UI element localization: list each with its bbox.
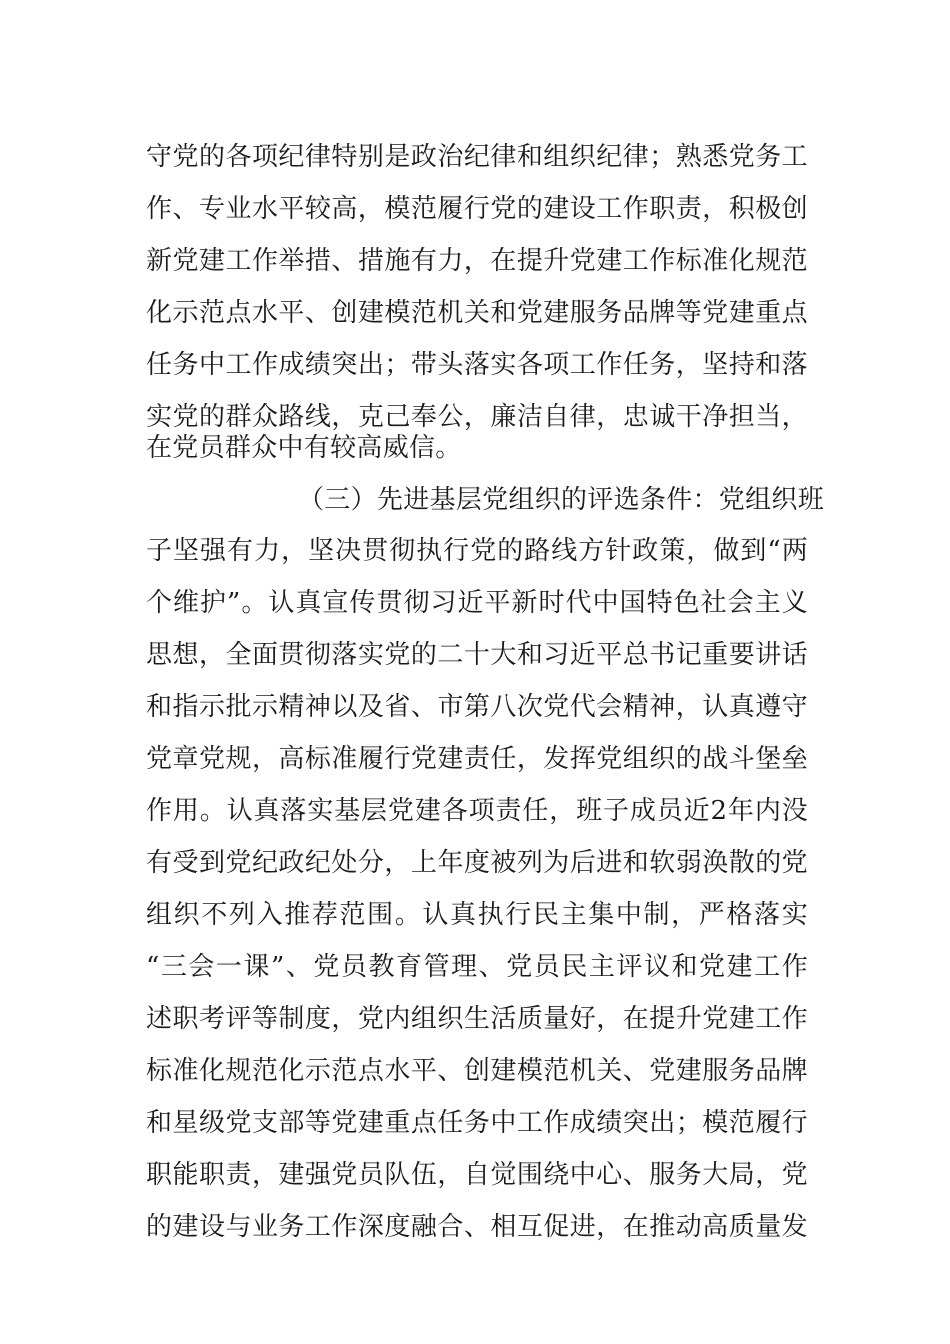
text-line: 作、专业水平较高，模范履行党的建设工作职责，积极创: [146, 194, 808, 224]
text-line: 党章党规，高标准履行党建责任，发挥党组织的战斗堡垒: [146, 744, 808, 774]
text-line: 守党的各项纪律特别是政治纪律和组织纪律；熟悉党务工: [146, 142, 808, 172]
text-line: 在党员群众中有较高威信。: [146, 433, 462, 463]
section-heading-line: （三）先进基层党组织的评选条件：党组织班: [298, 485, 825, 515]
text-line: 子坚强有力，坚决贯彻执行党的路线方针政策，做到“两: [146, 536, 808, 566]
text-line: 作用。认真落实基层党建各项责任，班子成员近2年内没: [146, 796, 808, 826]
text-line: 述职考评等制度，党内组织生活质量好，在提升党建工作: [146, 1004, 808, 1034]
text-line: 化示范点水平、创建模范机关和党建服务品牌等党建重点: [146, 298, 808, 328]
text-line: 职能职责，建强党员队伍，自觉围绕中心、服务大局，党: [146, 1160, 808, 1190]
text-line: 有受到党纪政纪处分，上年度被列为后进和软弱涣散的党: [146, 848, 808, 878]
text-line: 的建设与业务工作深度融合、相互促进，在推动高质量发: [146, 1212, 808, 1242]
text-line: 思想，全面贯彻落实党的二十大和习近平总书记重要讲话: [146, 640, 808, 670]
text-line: 任务中工作成绩突出；带头落实各项工作任务，坚持和落: [146, 350, 808, 380]
text-line: 和指示批示精神以及省、市第八次党代会精神，认真遵守: [146, 692, 808, 722]
text-line: “三会一课”、党员教育管理、党员民主评议和党建工作: [146, 952, 808, 982]
text-line: 和星级党支部等党建重点任务中工作成绩突出；模范履行: [146, 1108, 808, 1138]
text-line: 个维护”。认真宣传贯彻习近平新时代中国特色社会主义: [146, 588, 808, 618]
text-line: 新党建工作举措、措施有力，在提升党建工作标准化规范: [146, 246, 808, 276]
text-line: 组织不列入推荐范围。认真执行民主集中制，严格落实: [146, 900, 808, 930]
text-line: 标准化规范化示范点水平、创建模范机关、党建服务品牌: [146, 1056, 808, 1086]
text-line: 实党的群众路线，克己奉公，廉洁自律，忠诚干净担当，: [146, 402, 808, 432]
